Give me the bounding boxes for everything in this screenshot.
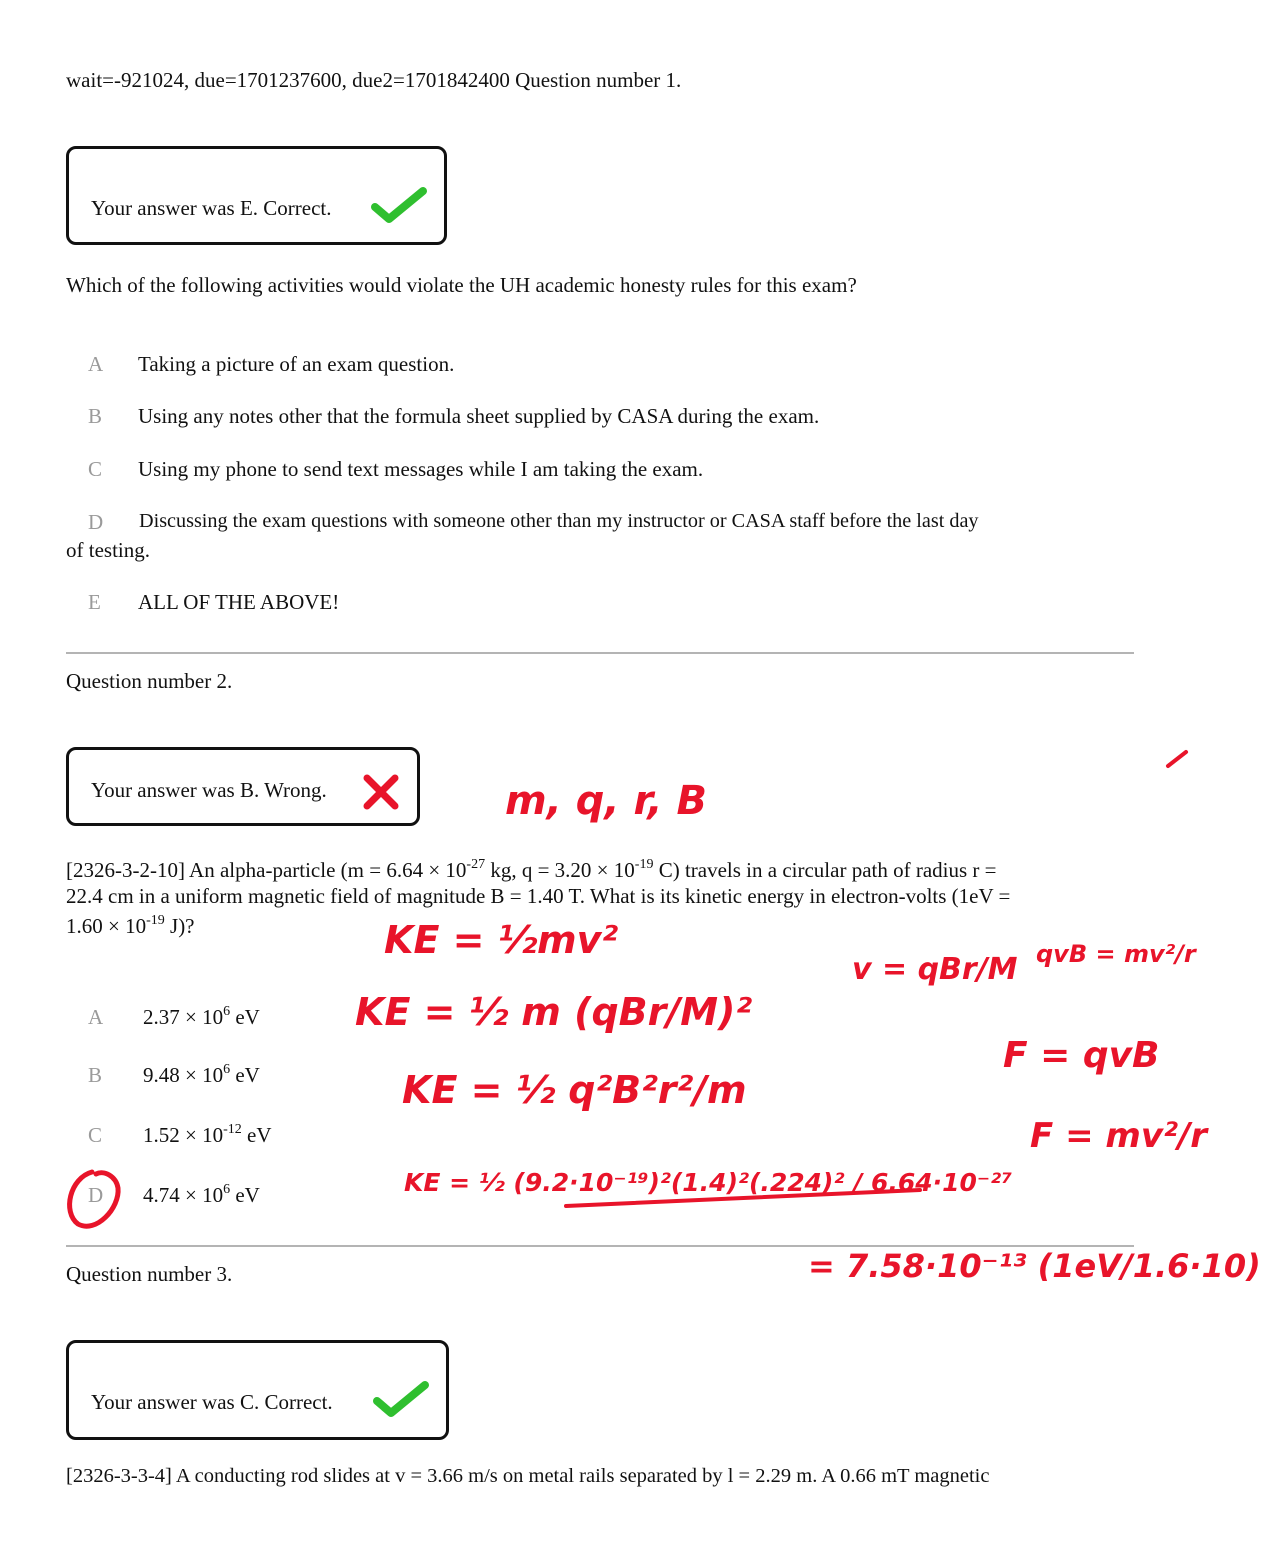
q2-prompt-line3a: 1.60 × 10 <box>66 914 147 938</box>
q1-option-e-text: ALL OF THE ABOVE! <box>138 590 340 614</box>
q2-prompt-exp1: -27 <box>466 857 486 872</box>
annotation-eq4: KE = ½ (9.2·10⁻¹⁹)²(1.4)²(.224)² / 6.64·10⁻²⁷ <box>404 1168 1013 1197</box>
annotation-result: = 7.58·10⁻¹³ (1eV/1.6·10) <box>808 1247 1261 1285</box>
q2-prompt-line2: 22.4 cm in a uniform magnetic field of magnitude B = 1.40 T. What is its kinetic energy in electron-volts (1eV = <box>66 884 1011 908</box>
q2-prompt-part3: C) travels in a circular path of radius r = <box>653 858 997 882</box>
annotation-force-eq1: F = qvB <box>1003 1035 1160 1076</box>
q1-prompt: Which of the following activities would violate the UH academic honesty rules for this exam? <box>66 273 857 297</box>
q1-option-d-letter: D <box>88 510 104 534</box>
q2-option-d-letter: D <box>88 1183 104 1207</box>
annotation-eq1: KE = ½mv² <box>384 918 619 962</box>
annotation-force-balance: qvB = mv²/r <box>1036 940 1196 968</box>
annotation-eq2: KE = ½ m (qBr/M)² <box>355 990 753 1034</box>
exam-meta-line: wait=-921024, due=1701237600, due2=1701842400 Question number 1. <box>66 68 682 92</box>
checkmark-icon <box>369 185 429 225</box>
q2-option-d-value: $4.74 \times 10^6$ eV <box>143 1182 260 1207</box>
annotation-variables: m, q, r, B <box>505 778 708 824</box>
q1-option-b-text: Using any notes other that the formula sheet supplied by CASA during the exam. <box>138 404 820 428</box>
q1-option-e-letter: E <box>88 590 101 614</box>
q1-option-d-text: Discussing the exam questions with someone other than my instructor or CASA staff before the last day <box>139 510 979 532</box>
q2-prompt-exp3: -19 <box>146 913 165 928</box>
annotation-stray-mark <box>1168 752 1186 766</box>
q2-prompt-exp2: -19 <box>634 857 654 872</box>
q3-feedback-text: Your answer was C. Correct. <box>91 1390 333 1414</box>
annotation-eq3: KE = ½ q²B²r²/m <box>402 1068 747 1112</box>
q3-feedback-box <box>66 1340 449 1440</box>
annotation-v-equation: v = qBr/M <box>852 952 1018 987</box>
checkmark-icon <box>371 1379 431 1419</box>
q2-prompt-part1: [2326-3-2-10] An alpha-particle (m = 6.64 × 10 <box>66 858 467 882</box>
q2-option-b-value: $9.48 \times 10^6$ eV <box>143 1062 260 1087</box>
q3-title: Question number 3. <box>66 1262 233 1286</box>
q2-option-a-letter: A <box>88 1005 104 1029</box>
q2-option-b-letter: B <box>88 1063 103 1087</box>
q1-option-b-letter: B <box>88 404 103 428</box>
q2-option-a-value: $2.37 \times 10^6$ eV <box>143 1004 260 1029</box>
q1-feedback-box <box>66 146 447 245</box>
q1-option-a-letter: A <box>88 352 104 376</box>
q2-feedback-box <box>66 747 420 826</box>
q1-option-c-letter: C <box>88 457 103 481</box>
q2-option-c-letter: C <box>88 1123 103 1147</box>
q2-title: Question number 2. <box>66 669 233 693</box>
q2-feedback-text: Your answer was B. Wrong. <box>91 778 327 802</box>
q3-prompt: [2326-3-3-4] A conducting rod slides at v = 3.66 m/s on metal rails separated by l = 2.29 m. A 0.66 mT magnetic <box>66 1465 990 1487</box>
q2-prompt-line3b: J)? <box>164 914 195 938</box>
q2-prompt-part2: kg, q = 3.20 × 10 <box>485 858 635 882</box>
q1-feedback-text: Your answer was E. Correct. <box>91 196 332 220</box>
annotation-force-eq2: F = mv²/r <box>1030 1116 1208 1156</box>
cross-icon <box>361 772 401 812</box>
question-divider <box>66 652 1134 654</box>
q1-option-c-text: Using my phone to send text messages while I am taking the exam. <box>138 457 704 481</box>
q1-option-a-text: Taking a picture of an exam question. <box>138 352 455 376</box>
q2-option-c-value: $1.52 \times 10^{-12}$ eV <box>143 1122 272 1147</box>
q1-option-d-text-cont: of testing. <box>66 538 150 562</box>
